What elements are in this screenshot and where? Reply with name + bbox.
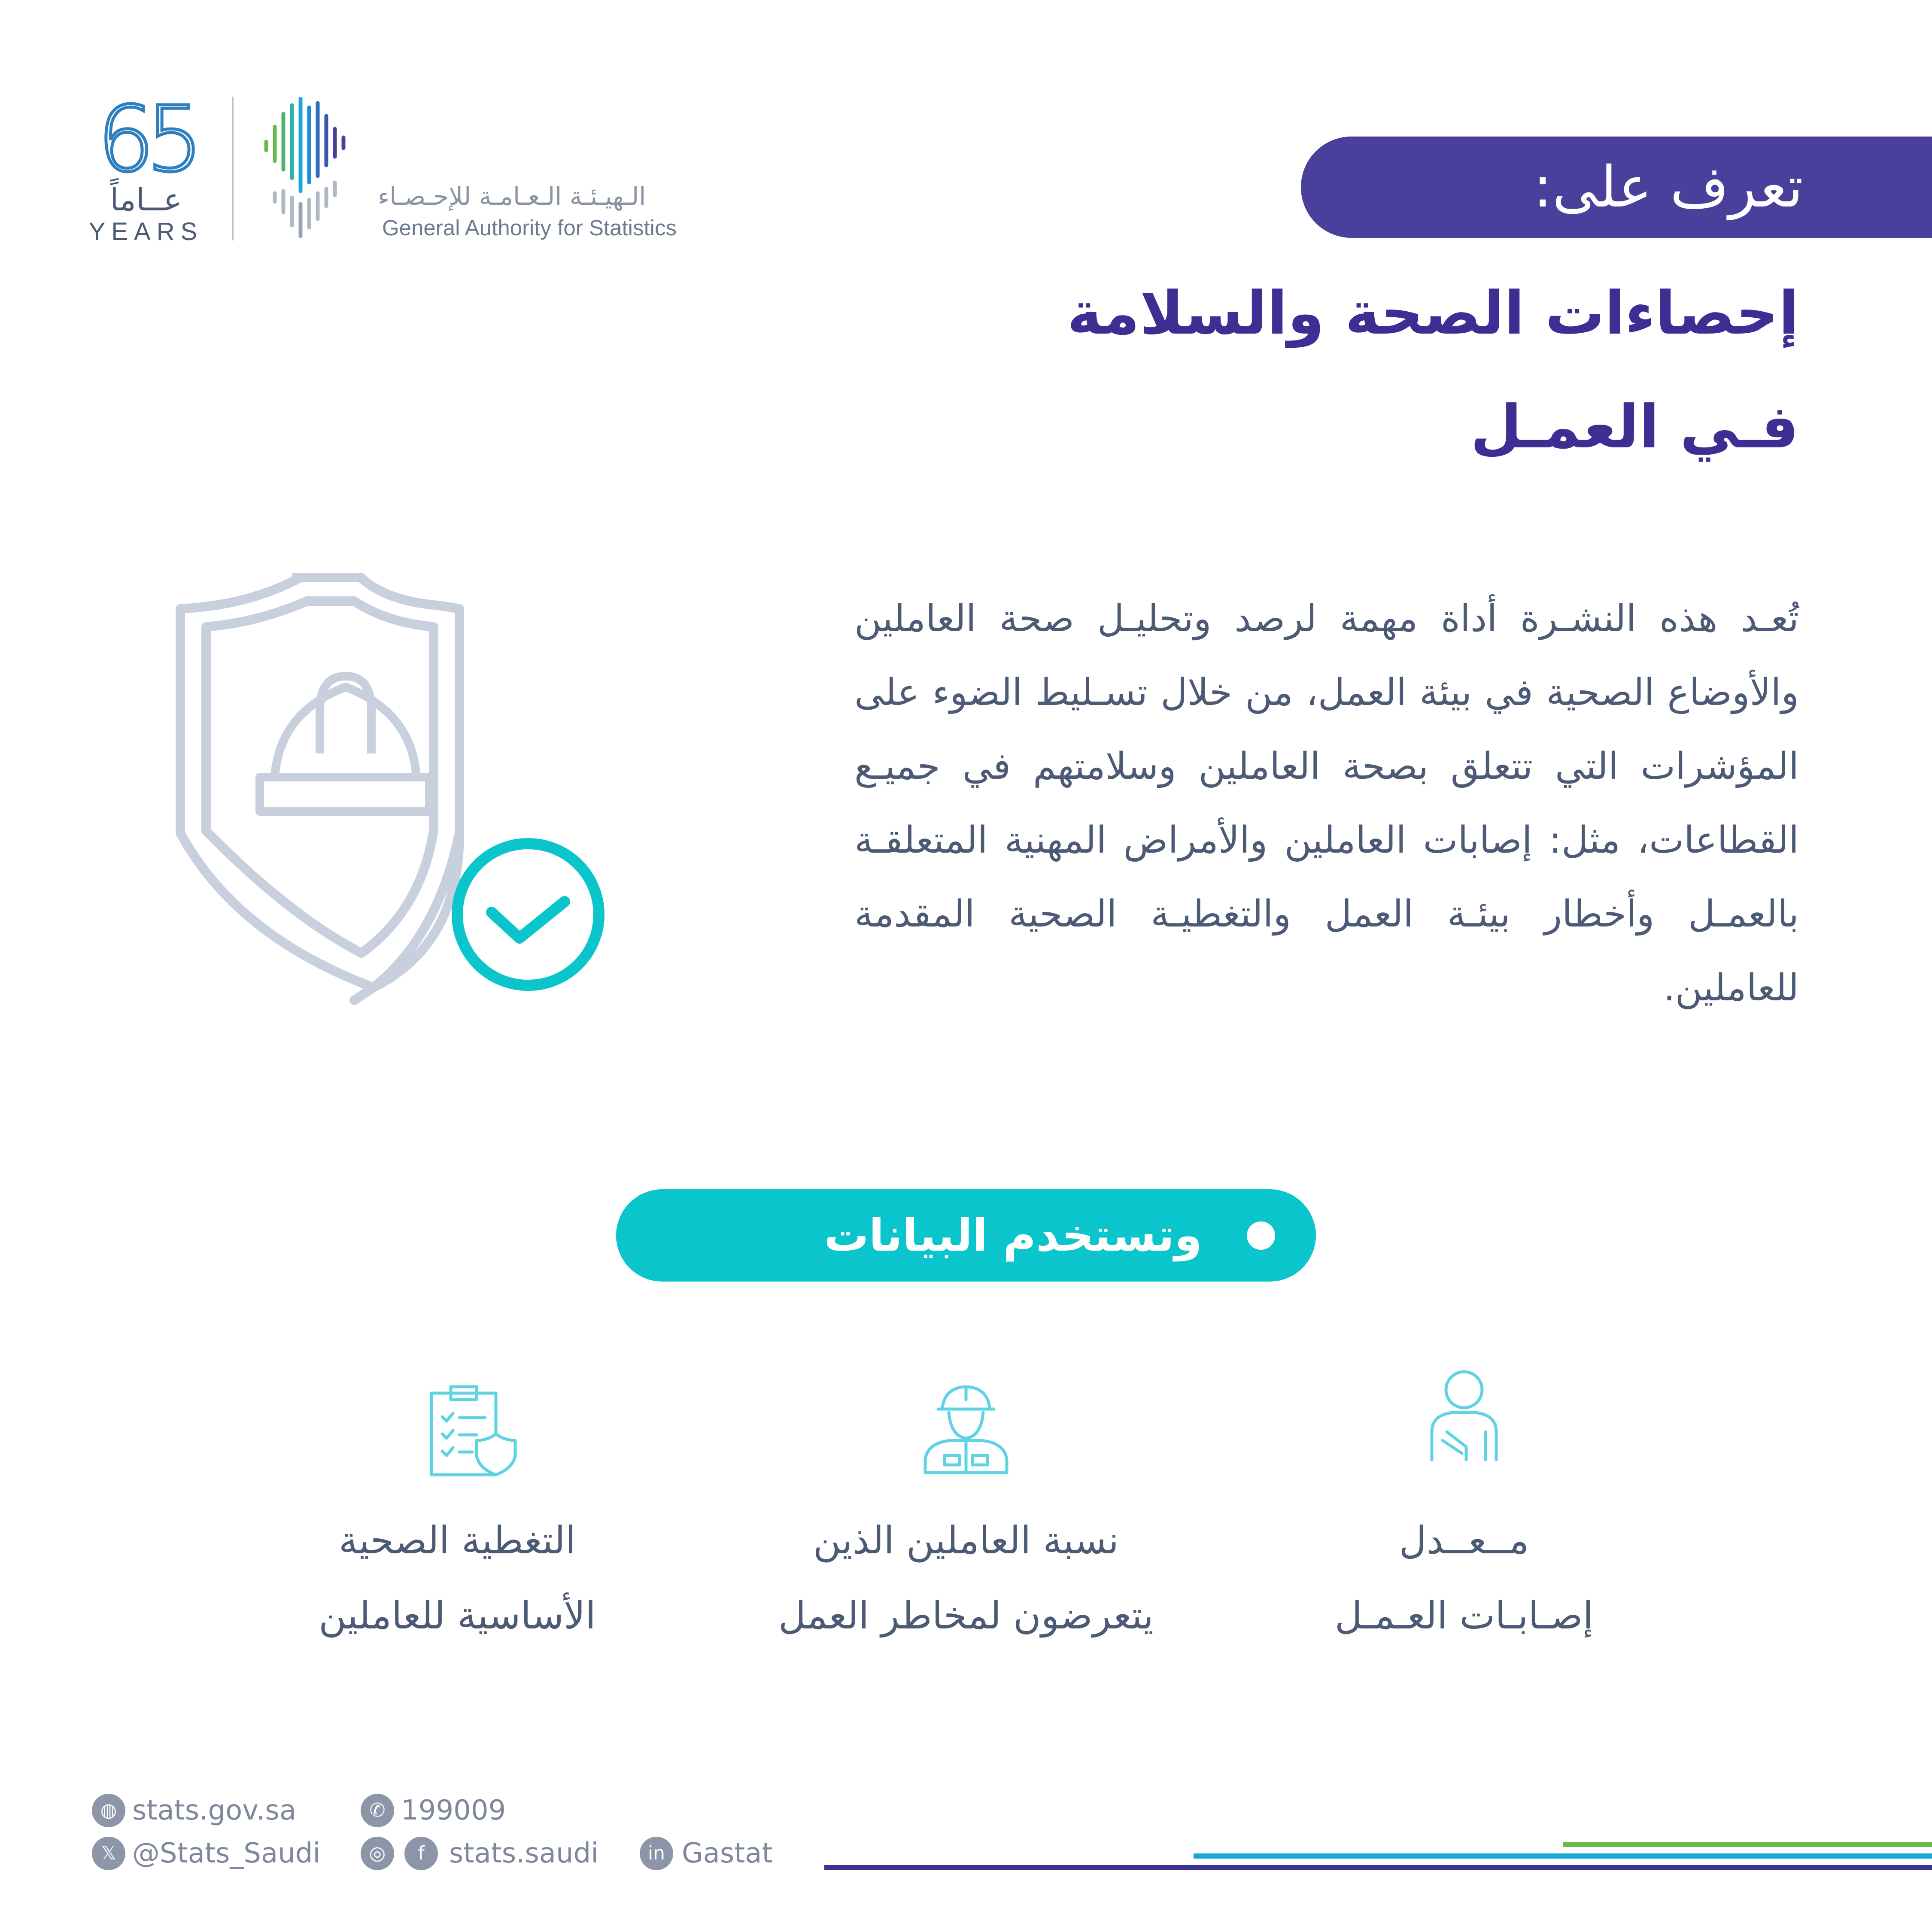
- facebook-icon: f: [404, 1837, 438, 1870]
- linkedin-icon: in: [640, 1837, 673, 1870]
- shield-icon: [180, 577, 459, 1000]
- x-icon: 𝕏: [92, 1837, 125, 1870]
- gastat-logo-mark: [262, 97, 369, 238]
- intro-label: تعرف على:: [1533, 154, 1803, 220]
- phone-number[interactable]: 199009: [401, 1795, 506, 1826]
- footer-accent-line-blue: [1194, 1853, 1932, 1859]
- logo-divider: [232, 97, 234, 240]
- anniversary-number: 65: [97, 87, 195, 192]
- anniversary-label-en: YEARS: [88, 218, 204, 246]
- linkedin-link[interactable]: Gastat: [682, 1838, 773, 1869]
- x-handle-link[interactable]: @Stats_Saudi: [132, 1838, 321, 1869]
- page-title-line-2: فـي العمـل: [1470, 392, 1799, 462]
- indicator-3-label-line-1: التغطية الصحية: [338, 1518, 576, 1562]
- bullet-dot-icon: [1247, 1221, 1275, 1250]
- indicator-3-label-line-2: الأساسية للعاملين: [319, 1593, 596, 1637]
- indicator-2-label-line-1: نسبة العاملين الذين: [813, 1518, 1119, 1562]
- footer-accent-line-purple: [824, 1865, 1932, 1870]
- check-badge-icon: [453, 839, 603, 990]
- social-handle-link[interactable]: stats.saudi: [449, 1838, 598, 1869]
- page-title-line-1: إحصاءات الصحة والسلامة: [1067, 279, 1799, 348]
- clipboard-shield-icon: [425, 1382, 519, 1477]
- injured-worker-icon: [1417, 1367, 1511, 1462]
- globe-icon: ◍: [92, 1794, 125, 1827]
- website-link[interactable]: stats.gov.sa: [132, 1795, 297, 1826]
- anniversary-logo: [84, 87, 208, 246]
- description-text: تُعـد هذه النشـرة أداة مهمة لرصد وتحليـل صحة العاملين والأوضاع الصحية في بيئة العمل، من خلال تسـليط الضوء على المؤشرات التي تتعلق بصحة العاملين وسلامتهم في جميـع القطاعات، مثل: إصابات العاملين والأمراض المهنية المتعلقـة بالعمـل وأخطار بيئـة العمل والتغطيـة الصحية المقدمة للعاملين.: [854, 597, 1799, 1009]
- footer-accent-line-green: [1563, 1842, 1932, 1847]
- indicator-2-label-line-2: يتعرضون لمخاطر العمل: [778, 1593, 1154, 1637]
- hardhat-icon: [260, 676, 429, 811]
- indicator-1-label-line-1: مــعــدل: [1399, 1518, 1529, 1562]
- org-name-en: General Authority for Statistics: [382, 216, 677, 240]
- indicator-1-label-line-2: إصـابـات العـمـل: [1334, 1593, 1594, 1637]
- anniversary-label-ar: عــاماً: [110, 182, 182, 218]
- hardhat-worker-icon: [919, 1382, 1013, 1477]
- instagram-icon: ◎: [361, 1837, 394, 1870]
- safety-shield-illustration: [163, 558, 618, 1039]
- phone-icon: ✆: [361, 1794, 394, 1827]
- org-name-ar: الـهيـئـة الـعـامـة للإحـصـاء: [378, 182, 646, 211]
- uses-heading: وتستخدم البيانات لتقديـر:: [824, 1209, 1202, 1354]
